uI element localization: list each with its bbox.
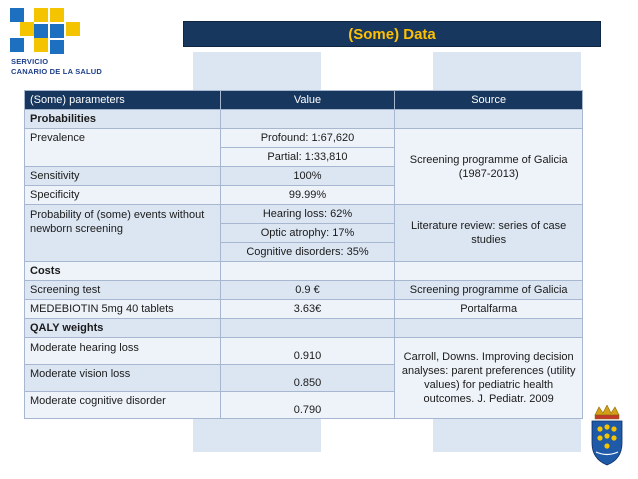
- section-probabilities: Probabilities: [25, 110, 221, 129]
- empty-cell: [395, 319, 583, 338]
- empty-cell: [220, 319, 395, 338]
- title-bar: [183, 21, 601, 47]
- section-qaly: QALY weights: [25, 319, 221, 338]
- table-row: [25, 205, 583, 224]
- source-carroll: Carroll, Downs. Improving decision analyses: parent preferences (utility values) for pediatric health outcomes. J. Pediatr. 2009: [395, 338, 583, 419]
- medebiotin-source: Portalfarma: [395, 300, 583, 319]
- table-row: [25, 338, 583, 365]
- table-row: [25, 129, 583, 148]
- medebiotin-value: 3.63€: [220, 300, 395, 319]
- header-source: Source: [395, 91, 583, 110]
- empty-cell: [220, 262, 395, 281]
- data-table: [24, 90, 583, 419]
- screening-test-label: Screening test: [25, 281, 221, 300]
- specificity-value: 99.99%: [220, 186, 395, 205]
- logo-text: [11, 57, 102, 77]
- canary-islands-crest-icon: [587, 405, 627, 467]
- screening-test-value: 0.9 €: [220, 281, 395, 300]
- table-row: [25, 262, 583, 281]
- specificity-label: Specificity: [25, 186, 221, 205]
- prevalence-partial-value: Partial: 1:33,810: [220, 148, 395, 167]
- medebiotin-label: MEDEBIOTIN 5mg 40 tablets: [25, 300, 221, 319]
- table-row: [25, 281, 583, 300]
- logo-line-1: SERVICIO: [11, 57, 49, 66]
- cognitive-disorders-value: Cognitive disorders: 35%: [220, 243, 395, 262]
- source-galicia-years: Screening programme of Galicia (1987-2013): [395, 129, 583, 205]
- table-row: [25, 110, 583, 129]
- screening-test-source: Screening programme of Galicia: [395, 281, 583, 300]
- header-value: Value: [220, 91, 395, 110]
- logo-line-2: CANARIO DE LA SALUD: [11, 67, 103, 76]
- table-header-row: [25, 91, 583, 110]
- empty-cell: [395, 262, 583, 281]
- table-row: [25, 300, 583, 319]
- mod-vision-label: Moderate vision loss: [25, 365, 221, 392]
- sensitivity-label: Sensitivity: [25, 167, 221, 186]
- hearing-loss-value: Hearing loss: 62%: [220, 205, 395, 224]
- header-parameters: (Some) parameters: [25, 91, 221, 110]
- prevalence-profound-value: Profound: 1:67,620: [220, 129, 395, 148]
- mod-vision-value: 0.850: [220, 365, 395, 392]
- mod-cognitive-value: 0.790: [220, 392, 395, 419]
- sensitivity-value: 100%: [220, 167, 395, 186]
- optic-atrophy-value: Optic atrophy: 17%: [220, 224, 395, 243]
- section-costs: Costs: [25, 262, 221, 281]
- mod-hearing-value: 0.910: [220, 338, 395, 365]
- prob-events-label: Probability of (some) events without newborn screening: [25, 205, 221, 262]
- mod-cognitive-label: Moderate cognitive disorder: [25, 392, 221, 419]
- mod-hearing-label: Moderate hearing loss: [25, 338, 221, 365]
- table-row: [25, 319, 583, 338]
- empty-cell: [220, 110, 395, 129]
- slide-title: (Some) Data: [348, 25, 436, 43]
- empty-cell: [395, 110, 583, 129]
- prevalence-label: Prevalence: [25, 129, 221, 167]
- source-literature: Literature review: series of case studies: [395, 205, 583, 262]
